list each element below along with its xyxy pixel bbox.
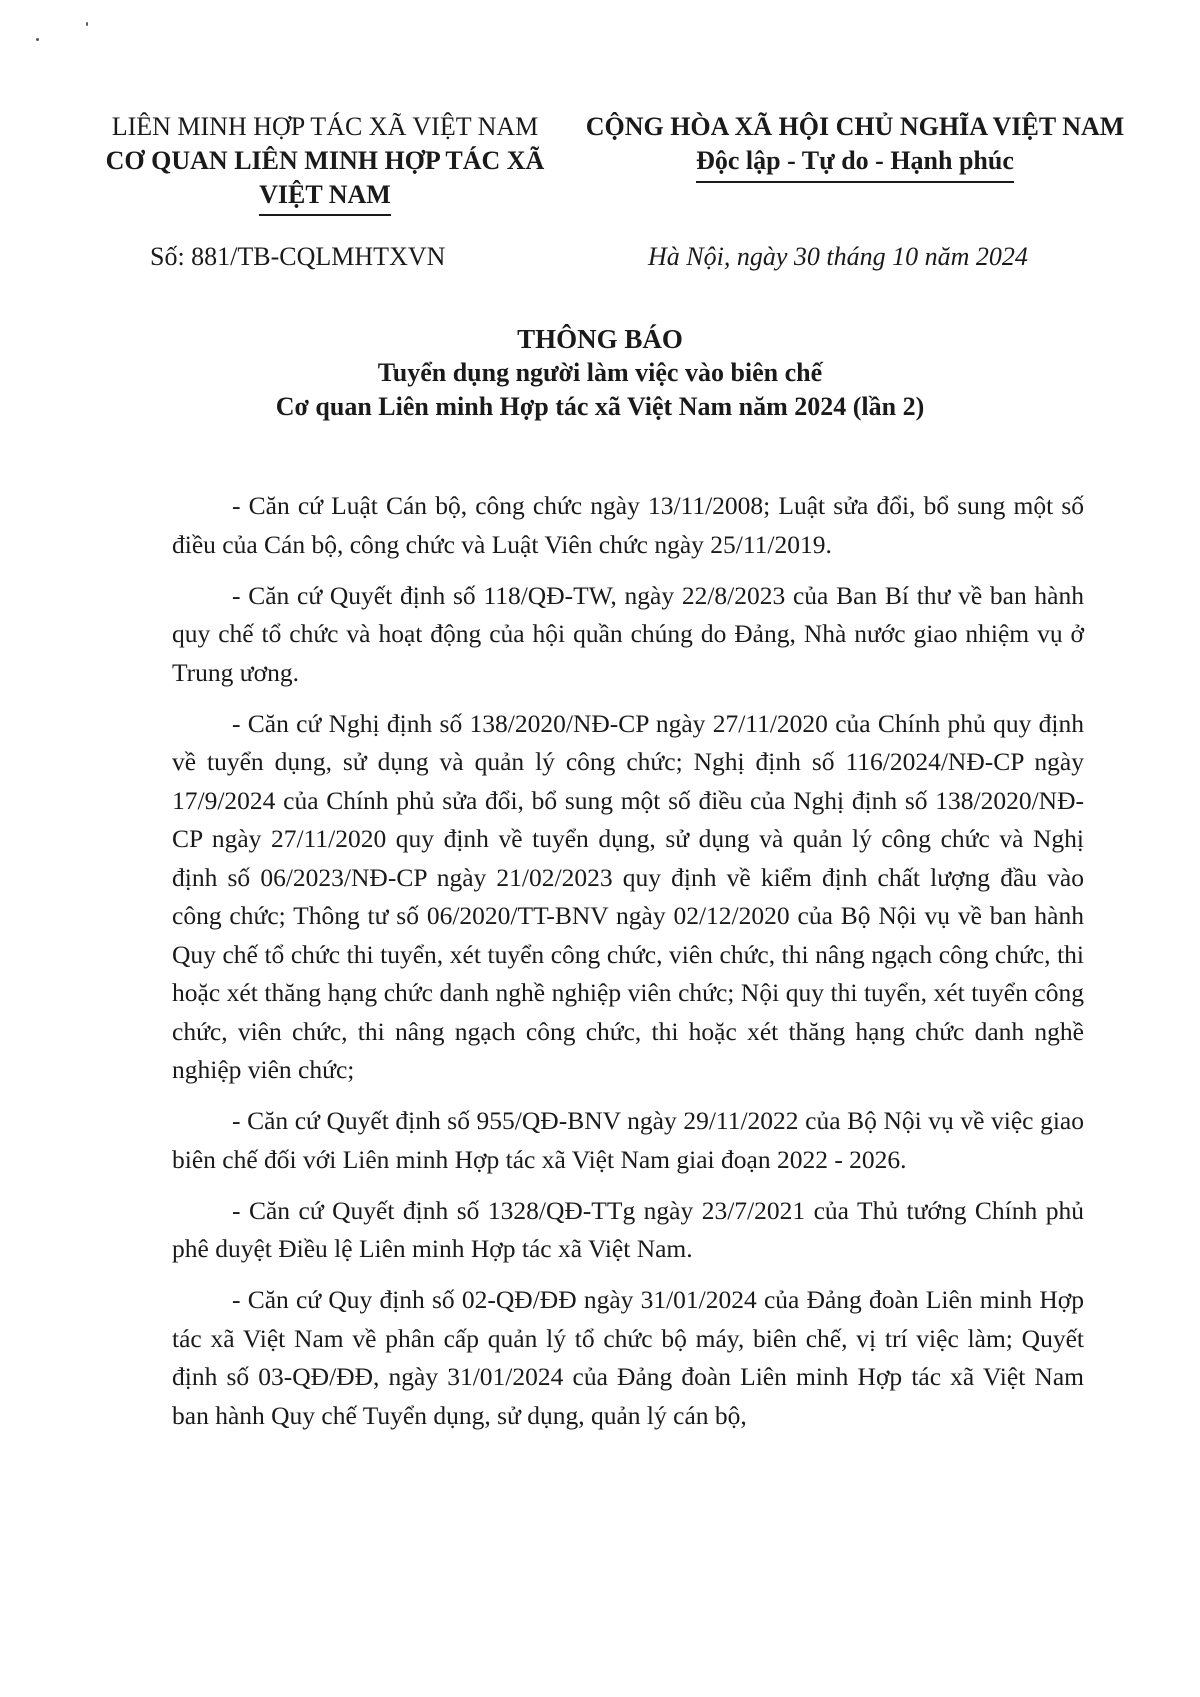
parent-organization: LIÊN MINH HỢP TÁC XÃ VIỆT NAM — [111, 112, 539, 141]
legal-basis-paragraph: - Căn cứ Luật Cán bộ, công chức ngày 13/11/2008; Luật sửa đổi, bổ sung một số điều của Cán bộ, công chức và Luật Viên chức ngày 25/11/2019. — [172, 491, 1084, 559]
national-motto: Độc lập - Tự do - Hạnh phúc — [696, 144, 1014, 183]
title-subtitle-line2: Cơ quan Liên minh Hợp tác xã Việt Nam năm 2024 (lần 2) — [275, 392, 925, 421]
title-subtitle-line1: Tuyển dụng người làm việc vào biên chế — [377, 358, 823, 387]
legal-basis-paragraph: - Căn cứ Quyết định số 1328/QĐ-TTg ngày 23/7/2021 của Thủ tướng Chính phủ phê duyệt Điều lệ Liên minh Hợp tác xã Việt Nam. — [172, 1195, 1084, 1263]
document-body — [172, 487, 1084, 1448]
legal-basis-paragraph: - Căn cứ Quyết định số 118/QĐ-TW, ngày 22/8/2023 của Ban Bí thư về ban hành quy chế tổ chức và hoạt động của hội quần chúng do Đảng, Nhà nước giao nhiệm vụ ở Trung ương. — [172, 580, 1084, 687]
issuing-organization — [60, 110, 590, 216]
scan-speck — [86, 22, 88, 26]
legal-basis-paragraph: - Căn cứ Quy định số 02-QĐ/ĐĐ ngày 31/01/2024 của Đảng đoàn Liên minh Hợp tác xã Việt Nam về phân cấp quản lý tổ chức bộ máy, biên chế, vị trí việc làm; Quyết định số 03-QĐ/ĐĐ, ngày 31/01/2024 của Đảng đoàn Liên minh Hợp tác xã Việt Nam ban hành Quy chế Tuyển dụng, sử dụng, quản lý cán bộ, — [172, 1285, 1084, 1430]
organization-name: CƠ QUAN LIÊN MINH HỢP TÁC XÃ — [105, 146, 545, 175]
title-heading: THÔNG BÁO — [517, 324, 683, 354]
scan-speck — [36, 38, 39, 41]
document-number: Số: 881/TB-CQLMHTXVN — [150, 242, 446, 271]
national-header — [570, 110, 1140, 183]
document-title — [0, 322, 1200, 424]
country-name: CỘNG HÒA XÃ HỘI CHỦ NGHĨA VIỆT NAM — [585, 112, 1125, 141]
legal-basis-paragraph: - Căn cứ Quyết định số 955/QĐ-BNV ngày 29/11/2022 của Bộ Nội vụ về việc giao biên chế đối với Liên minh Hợp tác xã Việt Nam giai đoạn 2022 - 2026. — [172, 1106, 1084, 1174]
organization-name-line2: VIỆT NAM — [259, 178, 391, 216]
place-and-date: Hà Nội, ngày 30 tháng 10 năm 2024 — [648, 242, 1028, 271]
motto-wrap — [570, 144, 1140, 183]
legal-basis-paragraph: - Căn cứ Nghị định số 138/2020/NĐ-CP ngày 27/11/2020 của Chính phủ quy định về tuyển dụng, sử dụng và quản lý công chức; Nghị định số 116/2024/NĐ-CP ngày 17/9/2024 của Chính phủ sửa đổi, bổ sung một số điều của Nghị định số 138/2020/NĐ-CP ngày 27/11/2020 quy định về tuyển dụng, sử dụng và quản lý công chức và Nghị định số 06/2023/NĐ-CP ngày 21/02/2023 quy định về kiểm định chất lượng đầu vào công chức; Thông tư số 06/2020/TT-BNV ngày 02/12/2020 của Bộ Nội vụ về ban hành Quy chế tổ chức thi tuyển, xét tuyển công chức, viên chức, thi nâng ngạch công chức, thi hoặc xét thăng hạng chức danh nghề nghiệp viên chức; Nội quy thi tuyển, xét tuyển công chức, viên chức, thi nâng ngạch công chức, thi hoặc xét thăng hạng chức danh nghề nghiệp viên chức; — [172, 708, 1084, 1084]
organization-name-line2-wrap — [60, 178, 590, 216]
